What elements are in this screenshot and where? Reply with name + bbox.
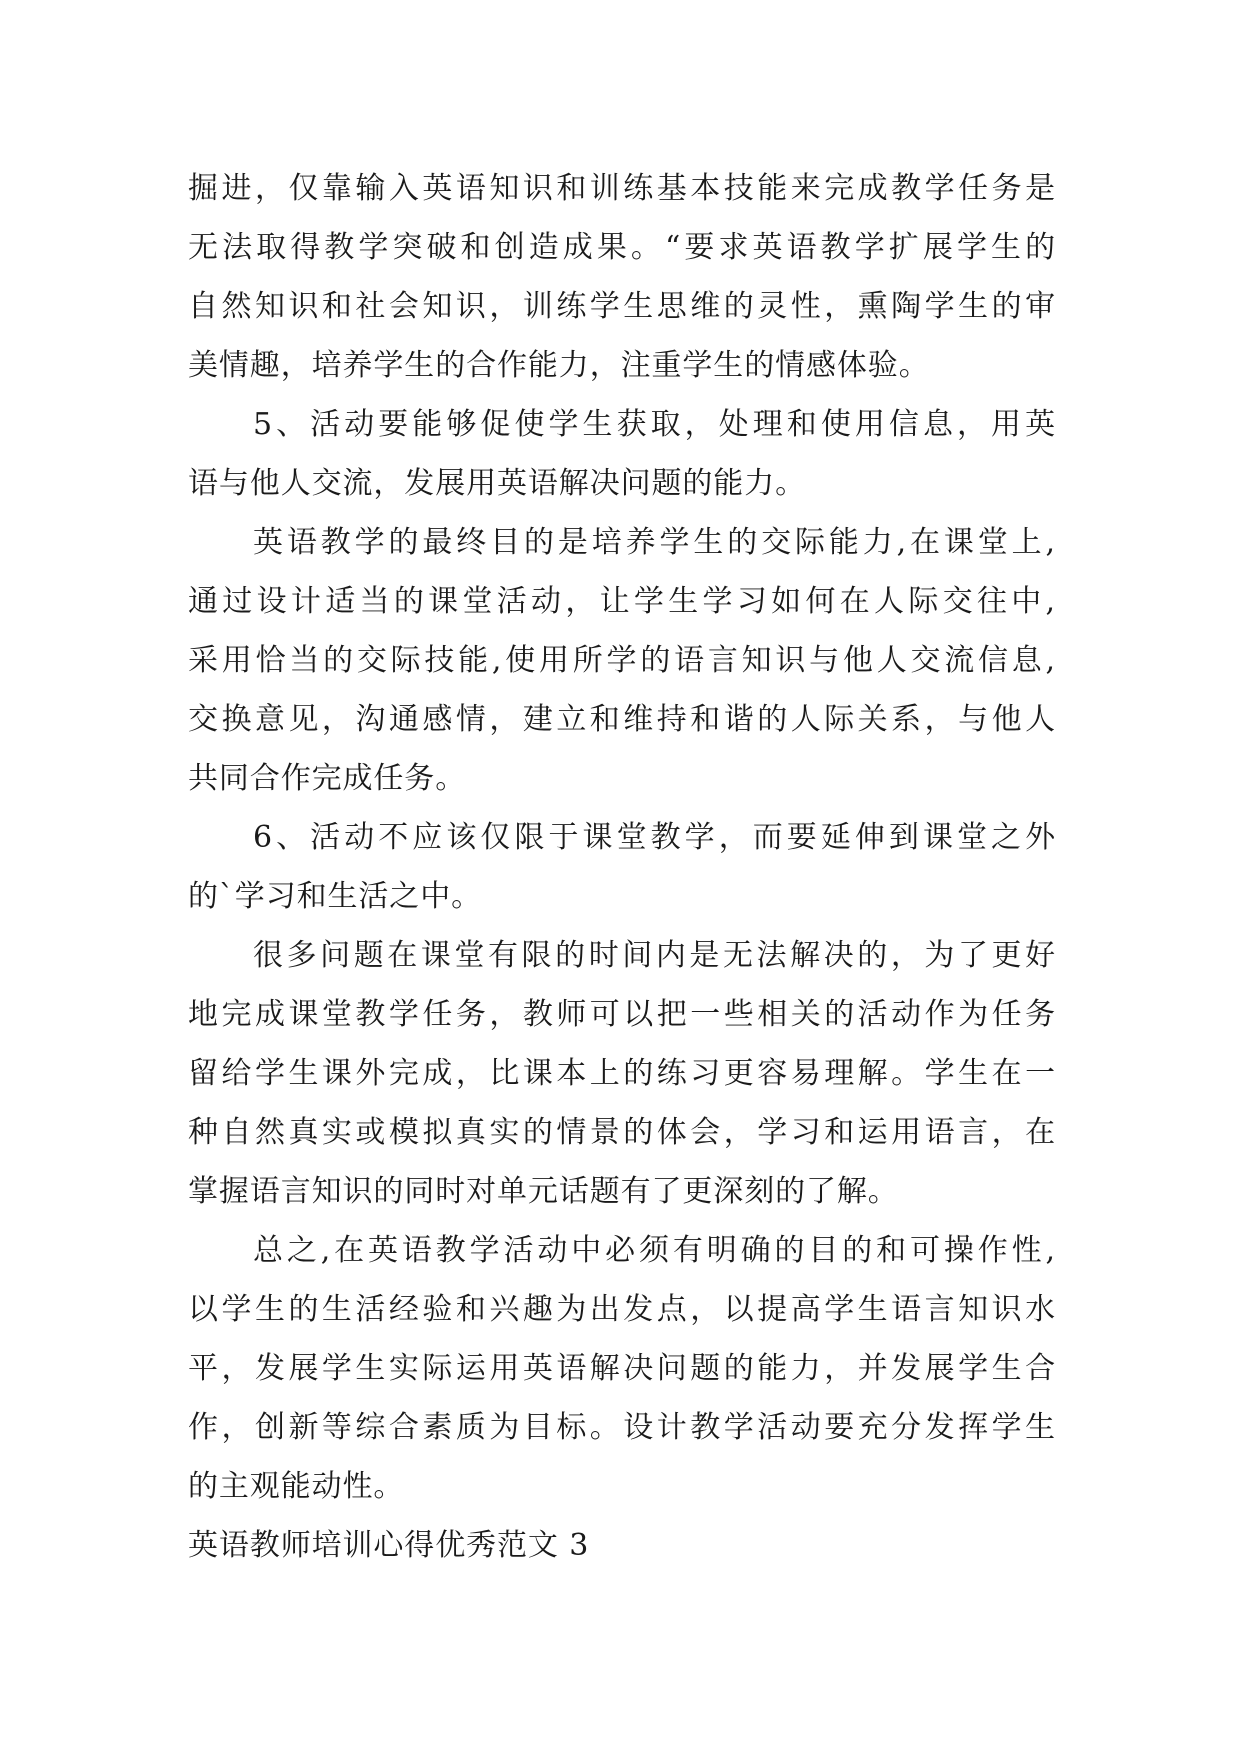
text-line: 语与他人交流，发展用英语解决问题的能力。 <box>188 466 806 501</box>
paragraph <box>188 513 1056 808</box>
text-line: 的主观能动性。 <box>188 1469 405 1504</box>
text-line: 地完成课堂教学任务，教师可以把一些相关的活动作为任务 <box>188 997 1056 1032</box>
text-line: 平，发展学生实际运用英语解决问题的能力，并发展学生合 <box>188 1351 1056 1386</box>
text-line: 掘进，仅靠输入英语知识和训练基本技能来完成教学任务是 <box>188 171 1056 206</box>
paragraph <box>188 159 1056 395</box>
text-line: 以学生的生活经验和兴趣为出发点，以提高学生语言知识水 <box>188 1292 1056 1327</box>
text-line: 交换意见，沟通感情，建立和维持和谐的人际关系，与他人 <box>188 702 1056 737</box>
text-line: 总之,在英语教学活动中必须有明确的目的和可操作性, <box>253 1233 1056 1268</box>
paragraph <box>188 808 1056 926</box>
paragraph <box>188 926 1056 1221</box>
text-line: 6、活动不应该仅限于课堂教学，而要延伸到课堂之外 <box>253 820 1056 855</box>
text-line: 很多问题在课堂有限的时间内是无法解决的，为了更好 <box>253 938 1056 973</box>
text-line: 采用恰当的交际技能,使用所学的语言知识与他人交流信息, <box>188 643 1056 678</box>
text-line: 5、活动要能够促使学生获取，处理和使用信息，用英 <box>253 407 1056 442</box>
document-body <box>188 159 1056 1575</box>
paragraph <box>188 1221 1056 1516</box>
section-heading: 英语教师培训心得优秀范文 3 <box>188 1528 590 1563</box>
text-line: 共同合作完成任务。 <box>188 761 467 796</box>
text-line: 美情趣，培养学生的合作能力，注重学生的情感体验。 <box>188 348 930 383</box>
text-line: 种自然真实或模拟真实的情景的体会，学习和运用语言，在 <box>188 1115 1056 1150</box>
text-line: 通过设计适当的课堂活动，让学生学习如何在人际交往中, <box>188 584 1056 619</box>
text-line: 自然知识和社会知识，训练学生思维的灵性，熏陶学生的审 <box>188 289 1056 324</box>
text-line: 作，创新等综合素质为目标。设计教学活动要充分发挥学生 <box>188 1410 1056 1445</box>
text-line: 留给学生课外完成，比课本上的练习更容易理解。学生在一 <box>188 1056 1056 1091</box>
text-line: 的`学习和生活之中。 <box>188 879 482 914</box>
text-line: 英语教学的最终目的是培养学生的交际能力,在课堂上, <box>253 525 1056 560</box>
text-line: 掌握语言知识的同时对单元话题有了更深刻的了解。 <box>188 1174 899 1209</box>
text-line: 无法取得教学突破和创造成果。“要求英语教学扩展学生的 <box>188 230 1056 265</box>
paragraph <box>188 395 1056 513</box>
